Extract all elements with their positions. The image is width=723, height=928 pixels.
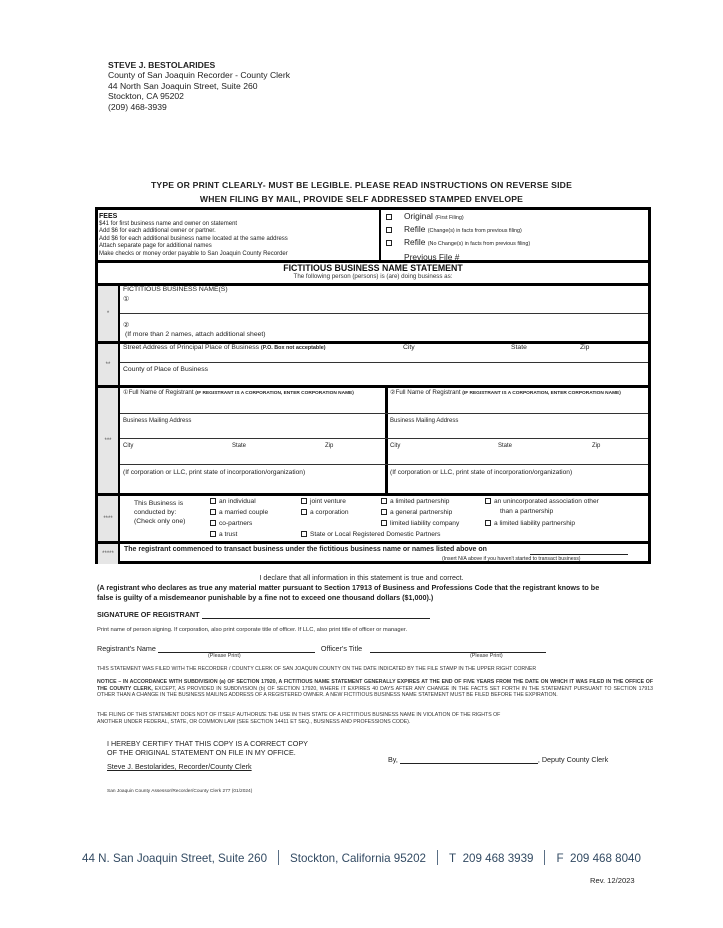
deputy-clerk-field: By, , Deputy County Clerk (388, 755, 609, 764)
registrant-2-city-label: City (390, 443, 401, 449)
checkbox[interactable] (210, 498, 216, 504)
statement-title-row (98, 263, 648, 283)
option-corporation[interactable]: a corporation (301, 509, 349, 516)
instructions-line-1: TYPE OR PRINT CLEARLY- MUST BE LEGIBLE. PLEASE READ INSTRUCTIONS ON REVERSE SIDE (150, 180, 573, 190)
option-limited-partnership[interactable]: a limited partnership (381, 498, 449, 505)
form-id: San Joaquin County Assessor/Recorder/County Clerk 277 (01/2024) (107, 789, 253, 794)
signature-label: SIGNATURE OF REGISTRANT (97, 610, 200, 619)
name-2-marker: ② (123, 322, 130, 329)
more-names-note: (If more than 2 names, attach additional sheet) (125, 331, 266, 338)
business-name-2-input[interactable] (134, 319, 644, 329)
footer-city: Stockton, California 95202 (290, 852, 427, 865)
officer-title-label: Officer's Title (320, 644, 363, 653)
section-business-address (98, 344, 648, 385)
divider (120, 464, 648, 465)
registrant-1-name-field[interactable]: ①Full Name of Registrant (IF REGISTRANT IS A CORPORATION, ENTER CORPORATION NAME) (123, 389, 354, 396)
registrant-1-mailing-field[interactable]: Business Mailing Address (123, 418, 192, 424)
certification: I HEREBY CERTIFY THAT THIS COPY IS A CORRECT COPY OF THE ORIGINAL STATEMENT ON FILE IN MY OFFICE. Steve J. Bestolarides, Recorder/County Clerk (107, 739, 308, 771)
checkbox[interactable] (210, 531, 216, 537)
option-unincorporated-association-cont: than a partnership (500, 508, 554, 515)
checkbox[interactable] (210, 509, 216, 515)
zip-label: Zip (580, 344, 590, 351)
option-co-partners[interactable]: co-partners (210, 520, 252, 527)
option-married-couple[interactable]: a married couple (210, 509, 268, 516)
footer-separator (437, 850, 438, 865)
registrant-2-zip-label: Zip (592, 443, 601, 449)
footer-phone-prefix: T (449, 852, 457, 865)
registrant-1-incorp-field[interactable]: (If corporation or LLC, print state of incorporation/organization) (123, 469, 306, 476)
declaration-penalty: (A registrant who declares as true any material matter pursuant to Section 17913 of Business and Professions Code that the registrant knows to be false is guilty of a misdemeanor punishable by a fine not to exceed one thousand dollars ($1,000).) (97, 583, 600, 602)
deputy-clerk-signature-input[interactable] (400, 755, 538, 764)
fees-box (98, 213, 379, 258)
city-label: City (403, 344, 415, 351)
registrant-divider (385, 388, 388, 493)
section-marker: ***** (98, 544, 120, 564)
name-1-marker: ① (123, 296, 130, 303)
registrant-2-state-label: State (498, 443, 513, 449)
signature-field[interactable] (97, 609, 430, 619)
checkbox[interactable] (386, 240, 392, 246)
fbn-form (95, 207, 651, 564)
officer-title-input[interactable] (370, 643, 546, 653)
business-name-1-input[interactable] (134, 294, 644, 310)
filing-type-options (386, 211, 532, 263)
section-marker: ** (98, 344, 120, 385)
commenced-date-input[interactable] (530, 545, 628, 555)
checkbox[interactable] (381, 498, 387, 504)
registrant-name-input[interactable] (158, 643, 315, 653)
office-footer (0, 850, 723, 865)
footer-phone: 209 468 3939 (462, 852, 534, 865)
county-field[interactable]: County of Place of Business (123, 366, 209, 373)
registrant-1-city-label: City (123, 443, 134, 449)
registrant-name-row (97, 643, 546, 653)
state-label: State (511, 344, 527, 351)
statement-title: FICTITIOUS BUSINESS NAME STATEMENT (283, 263, 463, 273)
footer-fax-prefix: F (556, 852, 564, 865)
checkbox[interactable] (381, 509, 387, 515)
footer-separator (544, 850, 545, 865)
signature-input[interactable] (202, 609, 430, 619)
registrant-2-mailing-field[interactable]: Business Mailing Address (390, 418, 459, 424)
fees-line: $41 for first business name and owner on statement (99, 221, 238, 227)
section-marker: **** (98, 496, 120, 541)
please-print-note: (Please Print) (208, 653, 241, 659)
recorder-phone: (209) 468-3939 (108, 101, 167, 112)
checkbox[interactable] (386, 227, 392, 233)
section-marker: *** (98, 388, 120, 493)
commenced-text: The registrant commenced to transact business under the fictitious business name or names listed above on (124, 546, 487, 553)
footer-fax: 209 468 8040 (570, 852, 641, 865)
filing-option-refile-change[interactable]: Refile (Change(s) in facts from previous filing) (386, 224, 532, 237)
instructions-line-2: WHEN FILING BY MAIL, PROVIDE SELF ADDRESSED STAMPED ENVELOPE (199, 194, 524, 204)
registrant-1-state-label: State (232, 443, 247, 449)
option-llc[interactable]: limited liability company (381, 520, 459, 527)
registrant-2-name-field[interactable]: ②Full Name of Registrant (IF REGISTRANT IS A CORPORATION, ENTER CORPORATION NAME) (390, 389, 621, 396)
please-print-note: (Please Print) (470, 653, 503, 659)
checkbox[interactable] (485, 498, 491, 504)
fees-line: Attach separate page for additional names (99, 243, 212, 250)
filing-authorization-notice: THE FILING OF THIS STATEMENT DOES NOT OF ITSELF AUTHORIZE THE USE IN THIS STATE OF A FICTITIOUS BUSINESS NAME IN VIOLATION OF THE RIGHTS OF ANOTHER UNDER FEDERAL, STATE, OR COMMON LAW (SEE SECTION 14411 ET SEQ., BUSINESS AND PROFESSIONS CODE). (97, 712, 501, 725)
filing-option-original[interactable]: Original (First Filing) (386, 211, 532, 224)
recorder-name: STEVE J. BESTOLARIDES (108, 60, 216, 70)
section-business-type (98, 496, 648, 541)
fees-line: Add $6 for each additional owner or partner. (99, 228, 216, 235)
registrant-1-zip-label: Zip (325, 443, 334, 449)
revision-label: Rev. 12/2023 (590, 876, 635, 885)
recorder-header (108, 60, 290, 112)
fees-divider (379, 210, 381, 261)
expiration-notice: NOTICE – IN ACCORDANCE WITH SUBDIVISION (a) OF SECTION 17920, A FICTITIOUS NAME STATEMENT GENERALLY EXPIRES AT THE END OF FIVE YEARS FROM THE DATE ON WHICH IT WAS FILED IN THE OFFICE OF THE COUNTY CLERK, EXCEPT, AS PROVIDED IN SUBDIVISION (b) OF SECTION 17920, WHERE IT EXPIRES 40 DAYS AFTER ANY CHANGE IN THE FACTS SET FORTH IN THE STATEMENT PURSUANT TO SECTION 17913 OTHER THAN A CHANGE IN THE BUSINESS MAILING ADDRESS OF A REGISTERED OWNER. A NEW FICTITIOUS BUSINESS NAME STATEMENT MUST BE FILED BEFORE THE EXPIRATION. (97, 679, 654, 699)
option-general-partnership[interactable]: a general partnership (381, 509, 452, 516)
recorder-office: County of San Joaquin Recorder - County Clerk (108, 70, 290, 81)
section-marker: * (98, 286, 120, 341)
declaration-line-1: I declare that all information in this statement is true and correct. (259, 573, 464, 582)
registrant-name-label: Registrant's Name (97, 644, 156, 653)
checkbox[interactable] (301, 509, 307, 515)
divider (120, 413, 648, 414)
business-names-label: FICTITIOUS BUSINESS NAME(S) (123, 286, 228, 293)
checkbox[interactable] (301, 531, 307, 537)
print-instruction: Print name of person signing. If corporation, also print corporate title of officer. If LLC, also print title of officer or manager. (97, 627, 408, 633)
divider (120, 313, 648, 314)
commenced-note: (Insert N/A above if you haven't started to transact business) (442, 556, 581, 562)
option-domestic-partners[interactable]: State or Local Registered Domestic Partners (301, 531, 440, 538)
section-registrants (98, 388, 648, 493)
statement-subtitle: The following person (persons) is (are) doing business as: (293, 273, 453, 280)
registrant-2-incorp-field[interactable]: (If corporation or LLC, print state of incorporation/organization) (390, 469, 573, 476)
recorder-street: 44 North San Joaquin Street, Suite 260 (108, 80, 258, 91)
checkbox[interactable] (210, 520, 216, 526)
checkbox[interactable] (381, 520, 387, 526)
filing-option-refile-no-change[interactable]: Refile (No Change(s) in facts from previous filing) (386, 237, 532, 250)
checkbox[interactable] (386, 214, 392, 220)
checkbox[interactable] (485, 520, 491, 526)
option-llp[interactable]: a limited liability partnership (485, 520, 575, 527)
section-business-names (98, 286, 648, 341)
fees-title: FEES (99, 213, 118, 220)
filed-notice: THIS STATEMENT WAS FILED WITH THE RECORDER / COUNTY CLERK OF SAN JOAQUIN COUNTY ON THE DATE INDICATED BY THE FILE STAMP IN THE UPPER RIGHT CORNER (97, 666, 537, 672)
option-trust[interactable]: a trust (210, 531, 237, 538)
checkbox[interactable] (301, 498, 307, 504)
option-individual[interactable]: an individual (210, 498, 256, 505)
previous-file-field[interactable]: Previous File # (404, 252, 532, 263)
divider (120, 438, 648, 439)
fees-line: Make checks or money order payable to San Joaquin County Recorder (99, 250, 288, 257)
fees-line: Add $6 for each additional business name located at the same address (99, 235, 288, 242)
divider (120, 362, 648, 363)
fees-row (98, 210, 648, 261)
option-unincorporated-association[interactable]: an unincorporated association other (485, 498, 599, 505)
footer-street: 44 N. San Joaquin Street, Suite 260 (82, 852, 268, 865)
option-joint-venture[interactable]: joint venture (301, 498, 346, 505)
footer-separator (278, 850, 279, 865)
certifying-official: Steve J. Bestolarides, Recorder/County Clerk (107, 762, 252, 771)
business-type-label: This Business is conducted by: (Check only one) (134, 500, 186, 525)
street-address-field[interactable]: Street Address of Principal Place of Business (P.O. Box not acceptable) (123, 344, 326, 351)
recorder-city: Stockton, CA 95202 (108, 91, 184, 102)
section-commenced (98, 544, 648, 564)
